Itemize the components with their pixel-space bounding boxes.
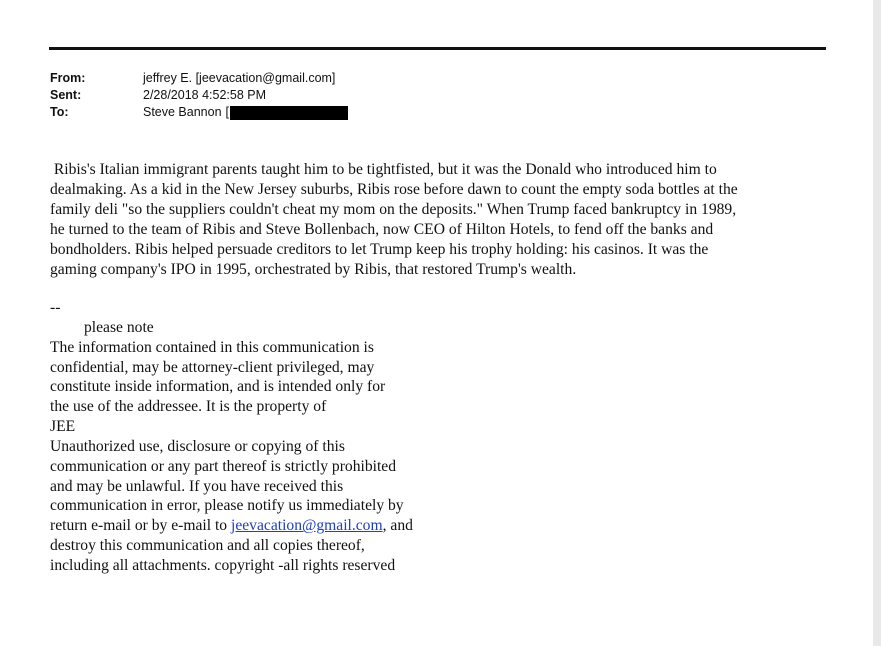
body-line: gaming company's IPO in 1995, orchestrated by Ribis, that restored Trump's wealth. bbox=[50, 260, 577, 278]
body-line: Ribis's Italian immigrant parents taught him to be tightfisted, but it was the Donald who introduced him to bbox=[50, 161, 717, 178]
sent-row bbox=[50, 87, 348, 104]
header-rule bbox=[49, 47, 826, 50]
to-label: To: bbox=[50, 105, 69, 119]
to-value: Steve Bannon bbox=[143, 105, 222, 119]
disclaimer-line: JEE bbox=[50, 418, 76, 436]
email-prefix: return e-mail or by e-mail to bbox=[50, 517, 231, 535]
disclaimer-line: Unauthorized use, disclosure or copying of this bbox=[50, 437, 345, 455]
email-header bbox=[50, 70, 348, 121]
email-suffix: , and bbox=[382, 517, 413, 535]
signature-block bbox=[50, 298, 413, 576]
disclaimer-line: and may be unlawful. If you have received this bbox=[50, 477, 344, 495]
body-line: dealmaking. As a kid in the New Jersey suburbs, Ribis rose before dawn to count the empty soda bottles at the bbox=[50, 180, 738, 198]
disclaimer-line: communication in error, please notify us immediately by bbox=[50, 497, 404, 515]
please-note: please note bbox=[84, 318, 154, 336]
email-link[interactable]: jeevacation@gmail.com bbox=[231, 517, 383, 535]
from-label: From: bbox=[50, 71, 86, 85]
disclaimer-line: communication or any part thereof is strictly prohibited bbox=[50, 457, 397, 475]
page-edge bbox=[873, 0, 881, 646]
redaction-block bbox=[230, 106, 348, 120]
sent-value: 2/28/2018 4:52:58 PM bbox=[143, 88, 267, 102]
to-row bbox=[50, 104, 348, 121]
disclaimer-line: the use of the addressee. It is the property of bbox=[50, 398, 327, 416]
body-line: family deli "so the suppliers couldn't cheat my mom on the deposits." When Trump faced bankruptcy in 1989, bbox=[50, 200, 737, 218]
disclaimer-line: The information contained in this communication is bbox=[50, 338, 374, 356]
sent-label: Sent: bbox=[50, 88, 82, 102]
body-line: he turned to the team of Ribis and Steve Bollenbach, now CEO of Hilton Hotels, to fend off the banks and bbox=[50, 220, 714, 238]
body-line: bondholders. Ribis helped persuade creditors to let Trump keep his trophy holding: his casinos. It was the bbox=[50, 240, 709, 258]
disclaimer-line: constitute inside information, and is intended only for bbox=[50, 378, 386, 396]
from-row bbox=[50, 70, 348, 87]
to-bracket: [ bbox=[225, 105, 230, 119]
disclaimer-line: including all attachments. copyright -all rights reserved bbox=[50, 556, 396, 574]
signature-dash: -- bbox=[50, 299, 61, 316]
disclaimer-line: confidential, may be attorney-client privileged, may bbox=[50, 358, 375, 376]
from-value: jeffrey E. [jeevacation@gmail.com] bbox=[143, 71, 336, 85]
disclaimer-line: destroy this communication and all copies thereof, bbox=[50, 537, 365, 555]
to-value-wrap bbox=[143, 104, 348, 121]
disclaimer-email-line bbox=[50, 516, 413, 536]
email-body bbox=[50, 160, 840, 279]
